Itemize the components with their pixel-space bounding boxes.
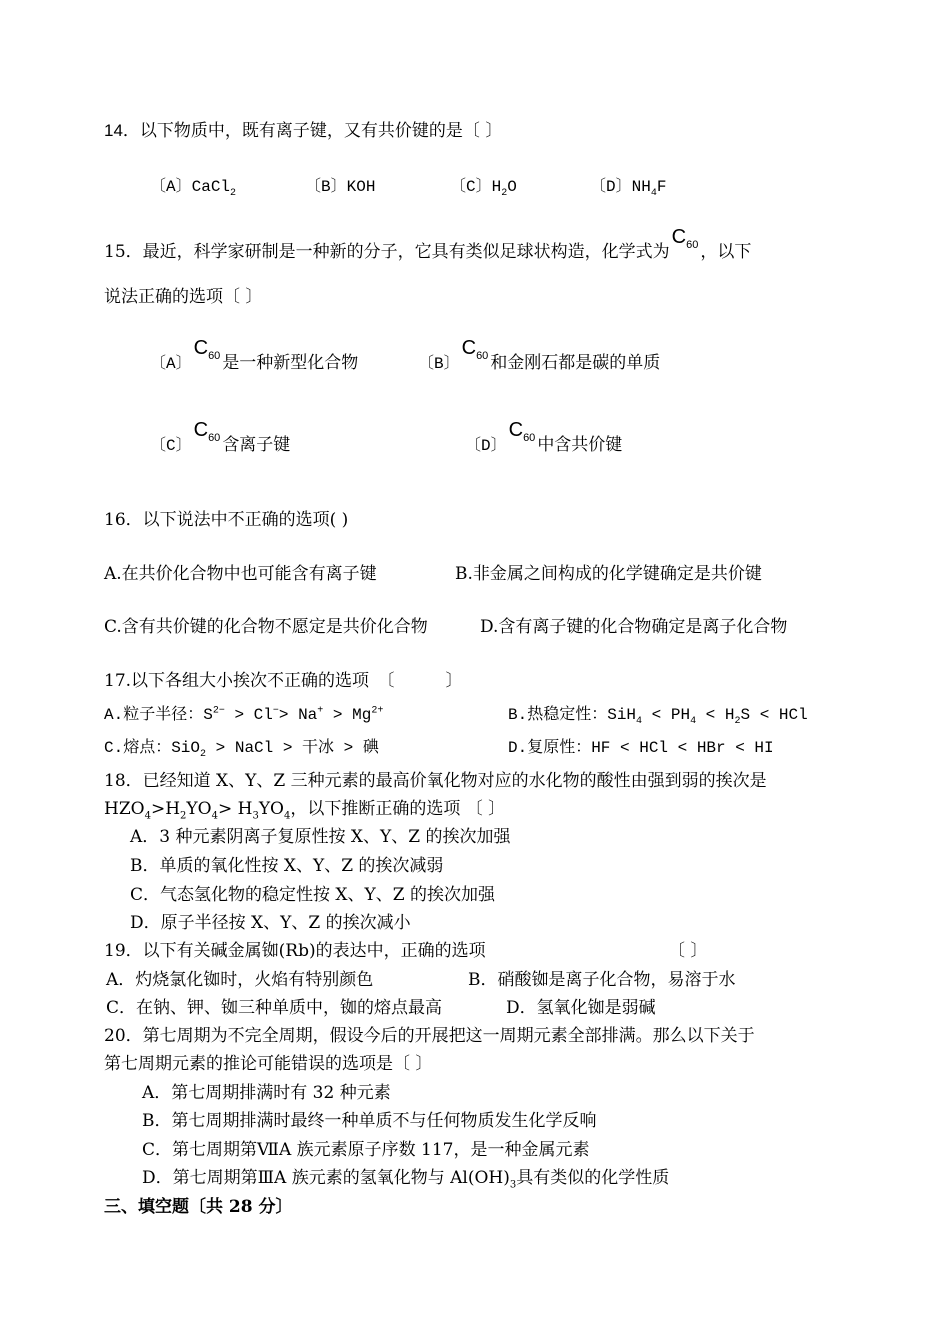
q18-stem-line2: $HZO_4>H_2YO_4> H_3YO_4$，以下推断正确的选项 〔 〕 (104, 799, 506, 822)
q17-option-d: D.复原性：HF < HCl < HBr < HI (508, 739, 774, 757)
q14-option-c: 〔C〕$H_2O$ (450, 178, 517, 200)
q17-option-b: B.热稳定性：$SiH_4 < PH_4 < H_2S$ < HCl (508, 706, 808, 728)
q19-option-a: A．灼烧氯化铷时，火焰有特别颜色 (106, 970, 374, 990)
q17-option-c: C.熔点：SiO$_2$ > NaCl > 干冰 > 碘 (104, 739, 379, 761)
q14-option-d: 〔D〕$NH_4F$ (590, 178, 667, 200)
c60-formula: $C_{60}$ (508, 419, 536, 444)
q16-option-d: D.含有离子键的化合物确定是离子化合物 (480, 617, 788, 637)
q17-option-a: A.粒子半径：$S^{2-} > Cl^-> Na^+ > Mg^{2+}$ (104, 705, 384, 724)
q15-option-c: 〔C〕$C_{60}$ 含离子键 (150, 419, 291, 455)
q15-option-b: 〔B〕$C_{60}$ 和金刚石都是碳的单质 (418, 337, 661, 373)
c60-formula: $C_{60}$ (193, 419, 221, 444)
q20-option-a: A．第七周期排满时有 32 种元素 (142, 1083, 391, 1103)
section-heading: 三、填空题〔共 28 分〕 (104, 1197, 293, 1217)
q15-stem-line2: 说法正确的选项〔 〕 (104, 287, 263, 307)
q20-stem: 20．第七周期为不完全周期，假设今后的开展把这一周期元素全部排满。那么以下关于 (104, 1026, 755, 1046)
q16-stem: 16．以下说法中不正确的选项( ) (104, 510, 349, 530)
q14-stem-text: 以下物质中，既有离子键，又有共价键的是〔 〕 (139, 121, 503, 141)
c60-formula: $C_{60}$ (671, 226, 699, 251)
q20-option-c: C．第七周期第ⅦA 族元素原子序数 117，是一种金属元素 (142, 1140, 590, 1160)
q14-number: 14． (104, 121, 140, 140)
q18-option-b: B．单质的氧化性按 X、Y、Z 的挨次减弱 (130, 856, 444, 876)
c60-formula: $C_{60}$ (193, 337, 221, 362)
q15-stem-line1: 15．最近，科学家研制是一种新的分子，它具有类似足球状构造，化学式为$C_{60}$ ，以下 (104, 226, 752, 262)
q14-option-a: 〔A〕CaCl$_2$ (150, 178, 237, 200)
q20-option-d: D．第七周期第ⅢA 族元素的氢氧化物与 $Al(OH)_3$具有类似的化学性质 (142, 1168, 670, 1191)
q16-option-c: C.含有共价键的化合物不愿定是共价化合物 (104, 617, 428, 637)
q19-blank: 〔 〕 (668, 941, 708, 961)
q19-stem: 19．以下有关碱金属铷(Rb)的表达中，正确的选项 (104, 941, 486, 961)
q14-option-b: 〔B〕KOH (305, 178, 376, 196)
q18-option-a: A．3 种元素阴离子复原性按 X、Y、Z 的挨次加强 (130, 827, 511, 847)
q15-option-d: 〔D〕$C_{60}$ 中含共价键 (465, 419, 623, 455)
q17-stem: 17.以下各组大小挨次不正确的选项 〔 〕 (104, 671, 463, 691)
q18-option-c: C．气态氢化物的稳定性按 X、Y、Z 的挨次加强 (130, 885, 495, 905)
q18-option-d: D．原子半径按 X、Y、Z 的挨次减小 (130, 913, 411, 933)
q16-option-b: B.非金属之间构成的化学键确定是共价键 (455, 564, 762, 584)
q18-stem: 18．已经知道 X、Y、Z 三种元素的最高价氧化物对应的水化物的酸性由强到弱的挨次是 (104, 771, 767, 791)
q15-option-a: 〔A〕$C_{60}$ 是一种新型化合物 (150, 337, 359, 373)
q20-option-b: B．第七周期排满时最终一种单质不与任何物质发生化学反响 (142, 1111, 597, 1131)
q16-option-a: A.在共价化合物中也可能含有离子键 (104, 564, 377, 584)
q19-option-d: D．氢氧化铷是弱碱 (506, 998, 656, 1018)
c60-formula: $C_{60}$ (461, 337, 489, 362)
q20-stem-line2: 第七周期元素的推论可能错误的选项是〔 〕 (104, 1054, 433, 1074)
q19-option-b: B．硝酸铷是离子化合物，易溶于水 (468, 970, 736, 990)
q19-option-c: C．在钠、钾、铷三种单质中，铷的熔点最高 (106, 998, 443, 1018)
q14-stem (104, 120, 502, 142)
